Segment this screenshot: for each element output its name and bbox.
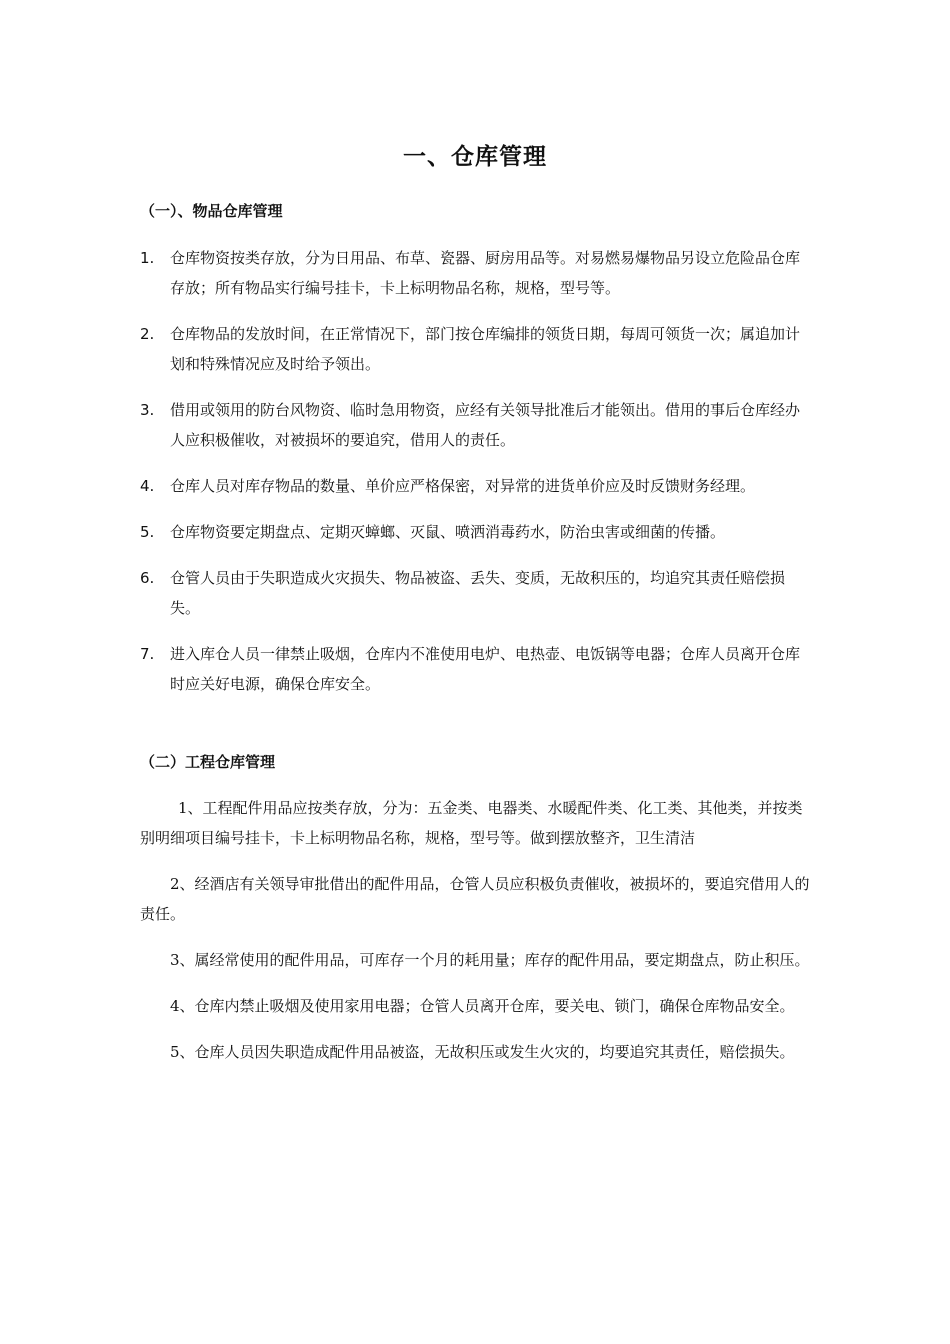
list-item [140, 243, 810, 303]
list-item-number: 4. [140, 477, 155, 495]
list-item-text: 仓库物品的发放时间，在正常情况下，部门按仓库编排的领货日期，每周可领货一次；属追加计划和特殊情况应及时给予领出。 [170, 325, 801, 373]
section-heading-engineering-warehouse: （二）工程仓库管理 [140, 753, 276, 771]
rule-paragraph: 5、仓库人员因失职造成配件用品被盗，无故积压或发生火灾的，均要追究其责任，赔偿损失。 [170, 1043, 795, 1061]
rule-paragraph: 2、经酒店有关领导审批借出的配件用品，仓管人员应积极负责催收，被损坏的，要追究借用人的责任。 [140, 875, 810, 923]
list-item-text: 仓管人员由于失职造成火灾损失、物品被盗、丢失、变质，无故积压的，均追究其责任赔偿损失。 [170, 569, 786, 617]
list-item-number: 6. [140, 569, 155, 587]
engineering-warehouse-rules [140, 793, 810, 1083]
page-title: 一、仓库管理 [403, 144, 547, 170]
list-item-number: 7. [140, 645, 155, 663]
list-item [140, 517, 810, 547]
list-item-text: 进入库仓人员一律禁止吸烟，仓库内不准使用电炉、电热壶、电饭锅等电器；仓库人员离开仓库时应关好电源，确保仓库安全。 [170, 645, 801, 693]
list-item-number: 5. [140, 523, 155, 541]
list-item [140, 563, 810, 623]
list-item-text: 仓库物资按类存放，分为日用品、布草、瓷器、厨房用品等。对易燃易爆物品另设立危险品仓库存放；所有物品实行编号挂卡，卡上标明物品名称，规格，型号等。 [170, 249, 801, 297]
list-item-text: 仓库物资要定期盘点、定期灭蟑螂、灭鼠、喷洒消毒药水，防治虫害或细菌的传播。 [170, 523, 726, 541]
list-item-text: 借用或领用的防台风物资、临时急用物资，应经有关领导批准后才能领出。借用的事后仓库经办人应积极催收，对被损坏的要追究，借用人的责任。 [170, 401, 801, 449]
section-heading-goods-warehouse: （一）、物品仓库管理 [140, 202, 283, 220]
list-item [140, 471, 810, 501]
rule-paragraph: 3、属经常使用的配件用品，可库存一个月的耗用量；库存的配件用品，要定期盘点，防止积压。 [170, 951, 810, 969]
rule-paragraph: 1、工程配件用品应按类存放，分为：五金类、电器类、水暖配件类、化工类、其他类，并按类别明细项目编号挂卡，卡上标明物品名称，规格，型号等。做到摆放整齐，卫生清洁 [140, 799, 803, 847]
list-item-number: 2. [140, 325, 155, 343]
goods-warehouse-rules-list [140, 243, 810, 715]
list-item [140, 319, 810, 379]
rule-paragraph: 4、仓库内禁止吸烟及使用家用电器；仓管人员离开仓库，要关电、锁门，确保仓库物品安全。 [170, 997, 795, 1015]
list-item-text: 仓库人员对库存物品的数量、单价应严格保密，对异常的进货单价应及时反馈财务经理。 [170, 477, 756, 495]
list-item [140, 639, 810, 699]
list-item-number: 1. [140, 249, 155, 267]
list-item [140, 395, 810, 455]
list-item-number: 3. [140, 401, 155, 419]
